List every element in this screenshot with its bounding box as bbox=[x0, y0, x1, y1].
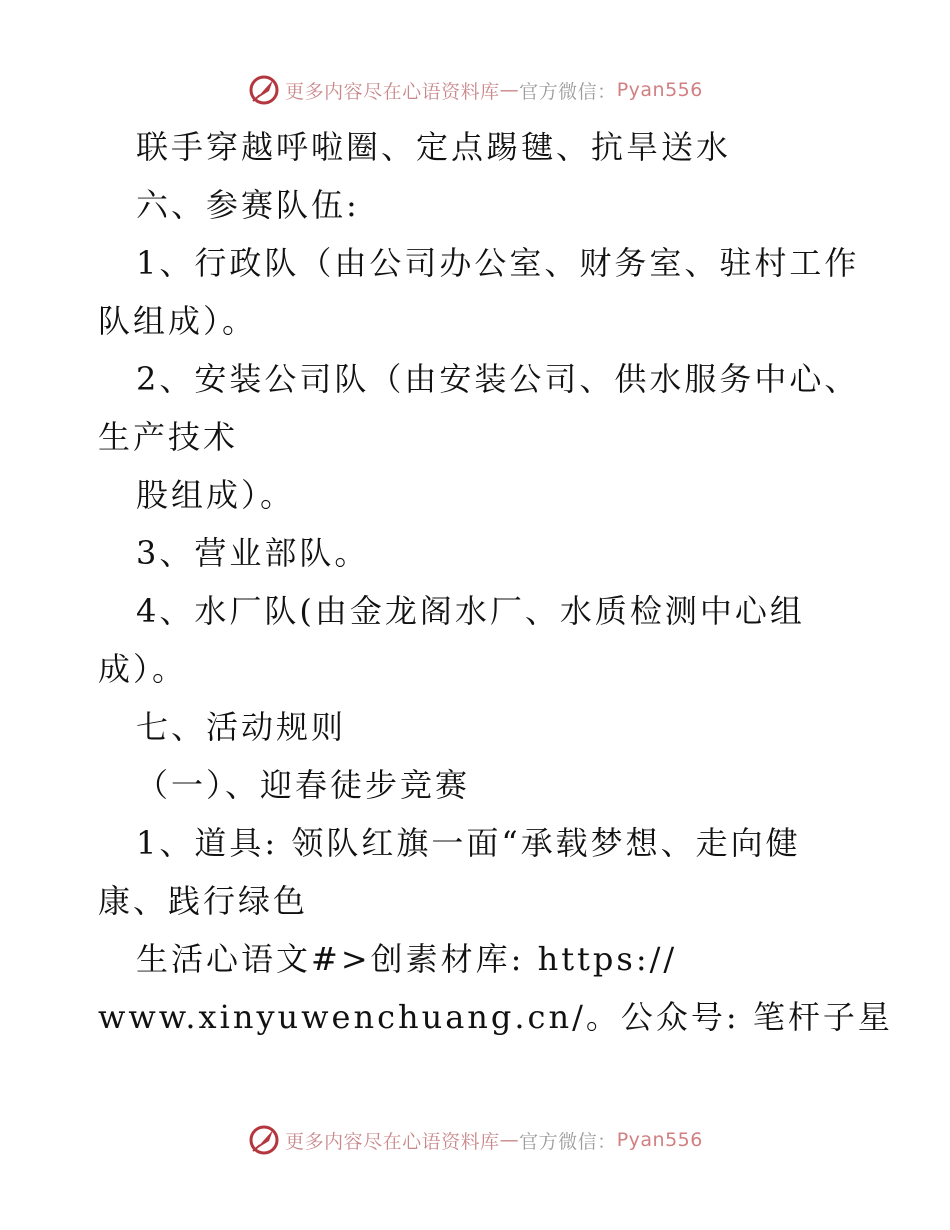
text-line: 4、水厂队(由金龙阁水厂、水质检测中心组 bbox=[136, 592, 805, 630]
watermark-wechat-id: Pyan556 bbox=[616, 1129, 703, 1151]
quill-logo-icon bbox=[247, 73, 281, 107]
watermark-official-label: 官方微信： bbox=[519, 80, 617, 103]
text-line: 队组成）。 bbox=[98, 302, 258, 340]
quill-logo-icon bbox=[247, 1123, 281, 1157]
section-heading-rules: 七、活动规则 bbox=[136, 708, 347, 746]
watermark-dash: — bbox=[499, 79, 520, 101]
text-line: 1、行政队（由公司办公室、财务室、驻村工作 bbox=[136, 244, 860, 282]
watermark-text: 更多内容尽在心语资料库 bbox=[285, 1130, 500, 1153]
footer-watermark bbox=[0, 1120, 950, 1160]
text-line: 股组成）。 bbox=[136, 476, 296, 514]
watermark-wechat-id: Pyan556 bbox=[616, 79, 703, 101]
text-line: 3、营业部队。 bbox=[136, 534, 370, 572]
text-line: 1、道具: 领队红旗一面“承载梦想、走向健 bbox=[136, 824, 801, 862]
text-line: 联手穿越呼啦圈、定点踢毽、抗旱送水 bbox=[136, 128, 732, 166]
document-body bbox=[98, 118, 893, 1046]
text-line: 2、安装公司队（由安装公司、供水服务中心、 bbox=[136, 360, 860, 398]
watermark-official-label: 官方微信： bbox=[519, 1130, 617, 1153]
text-line: 生活心语文#>创素材库: https:// bbox=[136, 940, 678, 978]
section-heading-teams: 六、参赛队伍: bbox=[136, 186, 360, 224]
header-watermark bbox=[0, 70, 950, 110]
subsection-heading: （一）、迎春徒步竞赛 bbox=[136, 766, 471, 804]
text-line: 生产技术 bbox=[98, 418, 239, 456]
text-line: www.xinyuwenchuang.cn/。公众号: 笔杆子星 bbox=[98, 998, 893, 1036]
watermark-text: 更多内容尽在心语资料库 bbox=[285, 80, 500, 103]
text-line: 康、践行绿色 bbox=[98, 882, 309, 920]
text-line: 成）。 bbox=[98, 650, 188, 688]
watermark-dash: — bbox=[499, 1129, 520, 1151]
